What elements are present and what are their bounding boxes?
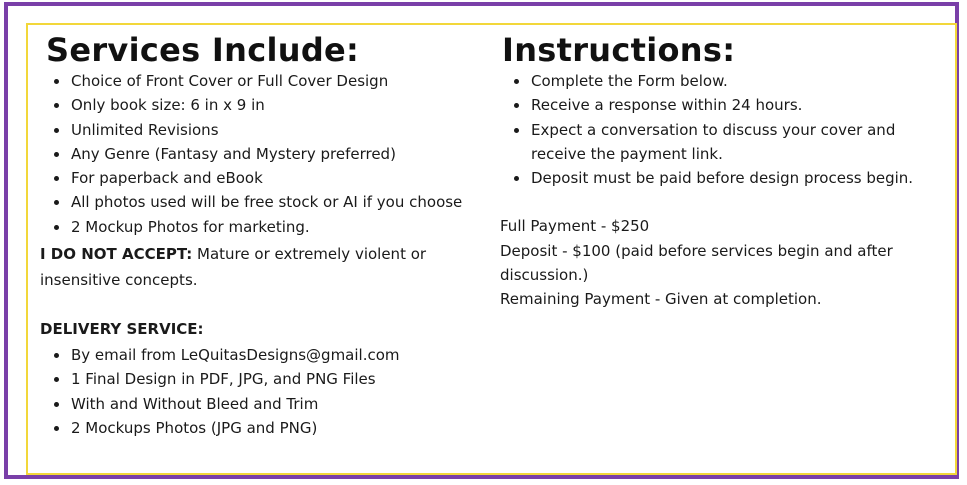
list-item: By email from LeQuitasDesigns@gmail.com — [50, 343, 480, 367]
list-item: Receive a response within 24 hours. — [510, 93, 930, 117]
list-item: 2 Mockup Photos for marketing. — [50, 215, 480, 239]
list-item: For paperback and eBook — [50, 166, 480, 190]
deposit-payment: Deposit - $100 (paid before services begin and after discussion.) — [500, 241, 893, 285]
services-heading: Services Include: — [46, 31, 360, 69]
instructions-column — [500, 0, 930, 312]
list-item: Expect a conversation to discuss your cover and receive the payment link. — [510, 118, 901, 167]
remaining-payment: Remaining Payment - Given at completion. — [500, 290, 822, 309]
list-item: All photos used will be free stock or AI if you choose — [50, 190, 480, 214]
list-item: Complete the Form below. — [510, 69, 930, 93]
full-payment: Full Payment - $250 — [500, 217, 650, 236]
list-item: Choice of Front Cover or Full Cover Design — [50, 69, 480, 93]
services-column — [40, 0, 480, 440]
delivery-list — [40, 343, 480, 440]
list-item: With and Without Bleed and Trim — [50, 392, 480, 416]
list-item: Unlimited Revisions — [50, 118, 480, 142]
list-item: Deposit must be paid before design process begin. — [510, 166, 930, 190]
not-accept-note — [40, 241, 450, 293]
services-list — [40, 69, 480, 239]
instructions-heading: Instructions: — [502, 31, 736, 69]
not-accept-label: I DO NOT ACCEPT: — [40, 245, 193, 264]
list-item: 2 Mockups Photos (JPG and PNG) — [50, 416, 480, 440]
list-item: Only book size: 6 in x 9 in — [50, 93, 480, 117]
instructions-list — [500, 69, 930, 190]
delivery-heading: DELIVERY SERVICE: — [40, 320, 204, 339]
not-accept-text: Mature or extremely violent or insensitive concepts. — [40, 245, 427, 290]
list-item: Any Genre (Fantasy and Mystery preferred) — [50, 142, 480, 166]
payment-info — [500, 214, 920, 311]
list-item: 1 Final Design in PDF, JPG, and PNG Files — [50, 367, 480, 391]
